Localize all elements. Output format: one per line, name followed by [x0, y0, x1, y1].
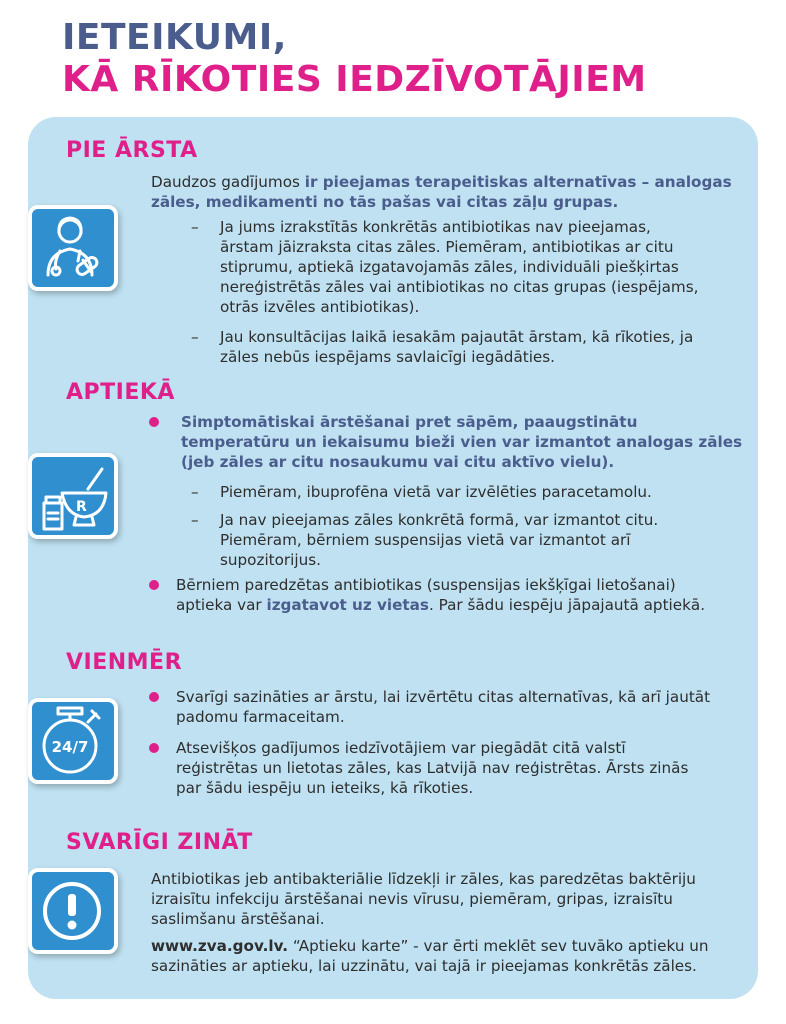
s1-intro-line-1: Daudzos gadījumos ir pieejamas terapeitiskas alternatīvas – analogas — [151, 173, 732, 191]
zva-link[interactable]: www.zva.gov.lv. — [151, 937, 289, 955]
s1-dash-2: – — [191, 328, 199, 346]
s2-sub2-l2: Piemēram, bērniem suspensijas vietā var izmantot arī — [220, 531, 631, 549]
heading-aptieka: APTIEKĀ — [66, 380, 175, 405]
s3-bullet2-l1: Atsevišķos gadījumos iedzīvotājiem var piegādāt citā valstī — [176, 739, 626, 757]
stopwatch-24-7-icon — [32, 702, 114, 780]
pharmacy-icon — [32, 457, 114, 535]
s1-dash-1: – — [191, 218, 199, 236]
s1-item1-l1: Ja jums izrakstītās konkrētās antibiotikas nav pieejamas, — [220, 218, 651, 236]
s3-bullet-dot-1 — [149, 692, 159, 702]
s2-bullet-dot-1 — [149, 417, 159, 427]
s2-sub1: Piemēram, ibuprofēna vietā var izvēlēties paracetamolu. — [220, 483, 652, 501]
exclamation-icon — [32, 872, 114, 950]
s1-item2-l1: Jau konsultācijas laikā iesakām pajautāt ārstam, kā rīkoties, ja — [220, 328, 694, 346]
s2-sub2-l3: supozitorijus. — [220, 551, 321, 569]
s1-intro-line-2: zāles, medikamenti no tās pašas vai citas zāļu grupas. — [151, 193, 619, 211]
s4-para1-l2: izraisītu infekciju ārstēšanai nevis vīrusu, piemēram, gripas, izraisītu — [151, 890, 673, 908]
s4-para2-l1: www.zva.gov.lv. “Aptieku karte” - var ērti meklēt sev tuvāko aptieku un — [151, 937, 709, 955]
s2-dash-1: – — [191, 483, 199, 501]
s1-item1-l4: nereģistrētās zāles vai antibiotikas no citas grupas (iespējams, — [220, 278, 699, 296]
alert-icon-tile — [28, 868, 118, 954]
s4-para2-l2: sazināties ar aptieku, lai uzzinātu, vai tajā ir pieejamas konkrētās zāles. — [151, 957, 697, 975]
s3-bullet1-l1: Svarīgi sazināties ar ārstu, lai izvērtētu citas alternatīvas, kā arī jautāt — [176, 688, 711, 706]
s4-para1-l3: saslimšanu ārstēšanai. — [151, 910, 325, 928]
s3-bullet1-l2: padomu farmaceitam. — [176, 708, 345, 726]
s3-bullet-dot-2 — [149, 743, 159, 753]
icon-label-24-7: 24/7 — [51, 738, 89, 756]
s2-bullet-dot-2 — [149, 580, 159, 590]
doctor-icon — [32, 209, 114, 287]
s1-item2-l2: zāles nebūs iespējams savlaicīgi iegādāties. — [220, 348, 556, 366]
s2-bullet1-l3: (jeb zāles ar citu nosaukumu vai citu aktīvo vielu). — [181, 453, 615, 471]
s2-sub2-l1: Ja nav pieejamas zāles konkrētā formā, var izmantot citu. — [220, 511, 659, 529]
heading-pie-arsta: PIE ĀRSTA — [66, 138, 198, 163]
s2-bullet1-l1: Simptomātiskai ārstēšanai pret sāpēm, paaugstinātu — [181, 413, 638, 431]
s1-item1-l5: otrās izvēles antibiotikas). — [220, 298, 420, 316]
s3-bullet2-l3: par šādu iespēju un ieteiks, kā rīkoties. — [176, 779, 474, 797]
s1-item1-l2: ārstam jāizraksta citas zāles. Piemēram, antibiotikas ar citu — [220, 238, 674, 256]
pharmacy-icon-tile — [28, 453, 118, 539]
heading-svarigi-zinat: SVARĪGI ZINĀT — [66, 830, 253, 855]
doctor-icon-tile — [28, 205, 118, 291]
s4-para1-l1: Antibiotikas jeb antibakteriālie līdzekļi ir zāles, kas paredzētas baktēriju — [151, 870, 696, 888]
s2-bullet2-l1: Bērniem paredzētas antibiotikas (suspensijas iekšķīgai lietošanai) — [176, 576, 676, 594]
heading-vienmer: VIENMĒR — [66, 650, 183, 675]
s1-item1-l3: stiprumu, aptiekā izgatavojamās zāles, individuāli piešķirtas — [220, 258, 679, 276]
s2-bullet2-l2: aptieka var izgatavot uz vietas. Par šādu iespēju jāpajautā aptiekā. — [176, 596, 706, 614]
clock-icon-tile — [28, 698, 118, 784]
title-line-1: IETEIKUMI, — [62, 17, 287, 58]
title-line-2: KĀ RĪKOTIES IEDZĪVOTĀJIEM — [62, 59, 647, 100]
svg-text:R: R — [76, 499, 87, 515]
s2-dash-2: – — [191, 511, 199, 529]
s3-bullet2-l2: reģistrētas un lietotas zāles, kas Latvijā nav reģistrētas. Ārsts zinās — [176, 759, 689, 777]
s2-bullet1-l2: temperatūru un iekaisumu bieži vien var izmantot analogas zāles — [181, 433, 743, 451]
